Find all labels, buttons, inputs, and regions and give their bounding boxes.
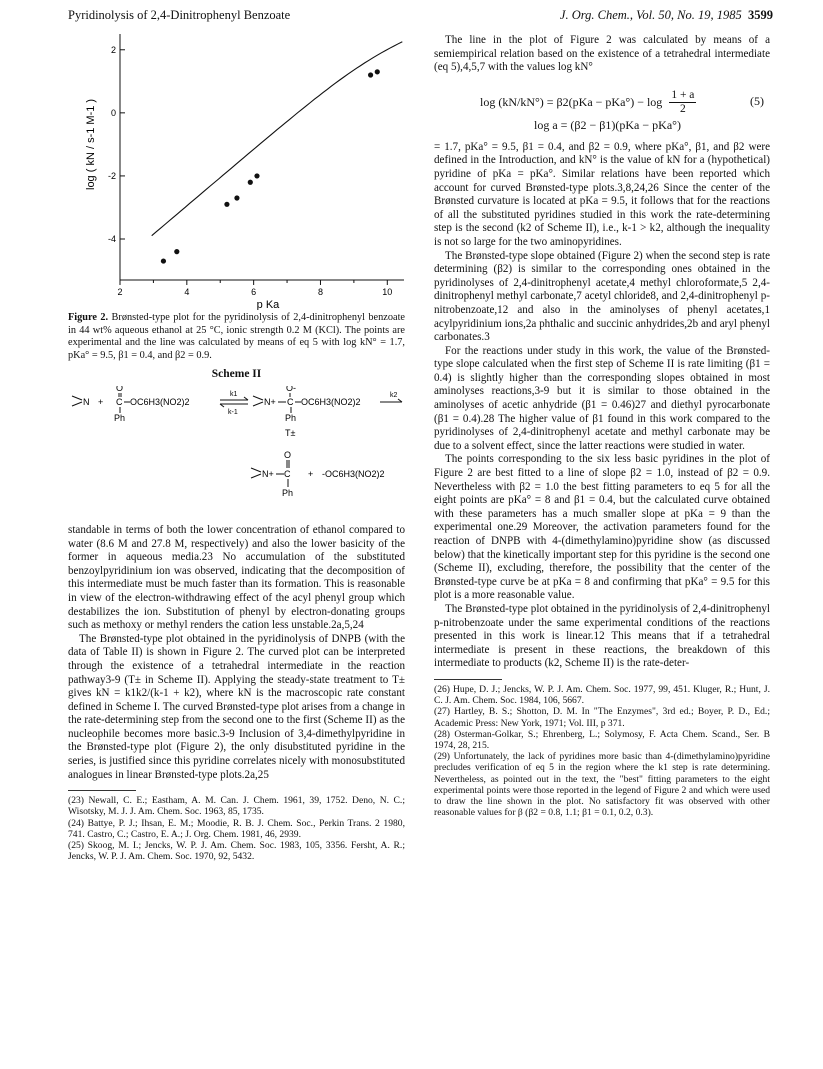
fit-curve xyxy=(152,42,403,236)
scheme-plus-1: + xyxy=(98,396,104,407)
scheme-sub-2: OC6H3(NO2)2 xyxy=(301,396,361,407)
data-point xyxy=(248,180,253,185)
footnote-rule xyxy=(68,790,136,791)
left-column xyxy=(68,34,405,862)
data-point xyxy=(254,173,259,178)
data-point xyxy=(174,249,179,254)
scheme-sub-1: OC6H3(NO2)2 xyxy=(130,396,190,407)
x-tick-label: 4 xyxy=(184,287,190,297)
scheme-n: N xyxy=(83,396,90,407)
y-tick-label: 2 xyxy=(110,44,116,55)
equation-numerator: 1 + a xyxy=(669,89,696,104)
page-number: 3599 xyxy=(748,8,773,22)
scheme-diagram xyxy=(68,386,405,524)
scheme-c-2: C xyxy=(287,396,294,407)
equation-5 xyxy=(434,81,770,137)
y-tick-label: -2 xyxy=(107,170,116,181)
x-tick-label: 8 xyxy=(317,287,323,297)
footnote-29: (29) Unfortunately, the lack of pyridines more basic than 4-(dimethylamino)pyridine precludes verification of eq 5 in the region where the k1 step is rate determining. Nevertheless, as pointed out in the text, the "best" fitting parameters to the eight experimental points were those reported in the legend of Figure 2 and which were used to draw the line shown in the plot. No satisfactory fit was observed with other reasonable values for β (β2 = 0.8, 1.1; β1 = 0.1, 0.2, 0.3). xyxy=(434,751,770,819)
pyridine-bond-2 xyxy=(72,402,82,406)
plot-ticks xyxy=(108,45,392,297)
scheme-c-1: C xyxy=(116,396,123,407)
left-paragraph-1: standable in terms of both the lower concentration of ethanol compared to water (8.6 M and 27.8 M, respectively) and also the lower basicity of the former in aqueous media.23 No accumulation of the substituted benzoylpyridinium ion was observed, indicating that the decomposition of this intermediate must be much faster than its formation. This is reasonable in view of the electron-withdrawing effect of the acyl phenyl group which destabilizes the ion. Substitution of phenyl by electron-donating groups such as methoxy or methyl renders the cation less unstable.2a,5,24 xyxy=(68,523,405,632)
equation-line-2: log a = (β2 − β1)(pKa − pKa°) xyxy=(534,117,681,132)
footnote-23: (23) Newall, C. E.; Eastham, A. M. Can. J. Chem. 1961, 39, 1752. Deno, N. C.; Wisotsky, M. J. J. Am. Chem. Soc. 1963, 85, 1735. xyxy=(68,795,405,818)
x-axis-label: p Ka xyxy=(256,299,280,310)
y-axis-label: log ( kN / s-1 M-1 ) xyxy=(85,98,97,190)
right-paragraph-5: The Brønsted-type plot obtained in the pyridinolysis of 2,4-dinitrophenyl p-nitrobenzoate under the same experimental conditions of the reactions presented in this work is linear.12 This means that if a tetrahedral intermediate is present in these reactions, the breakdown of this intermediate to products (k2, Scheme II) is the rate-deter- xyxy=(434,602,770,670)
data-point xyxy=(375,69,380,74)
scheme-c-3: C xyxy=(284,468,291,479)
equation-fraction xyxy=(669,89,696,117)
pyridine-bond-5 xyxy=(251,468,261,472)
scheme-ph-1: Ph xyxy=(114,412,126,423)
footnote-28: (28) Osterman-Golkar, S.; Ehrenberg, L.; Solymosy, F. Acta Chem. Scand., Ser. B 1974, 28, 215. xyxy=(434,728,770,751)
scheme-ph-3: Ph xyxy=(282,487,294,498)
footnote-24: (24) Battye, P. J.; Ihsan, E. M.; Moodie, R. B. J. Chem. Soc., Perkin Trans. 2 1980, 741. Castro, C.; Castro, E. A.; J. Org. Chem. 1981, 46, 2939. xyxy=(68,817,405,840)
scheme-plus-2: + xyxy=(308,468,314,479)
data-point xyxy=(161,258,166,263)
scheme-o-minus: O- xyxy=(286,385,296,393)
scheme-n-plus-2: N+ xyxy=(262,468,274,479)
footnote-27: (27) Hartley, B. S.; Shotton, D. M. In "The Enzymes", 3rd ed.; Boyer, P. D., Ed.; Academic Press: New York, 1971; Vol. III, p 371. xyxy=(434,706,770,729)
footnote-26: (26) Hupe, D. J.; Jencks, W. P. J. Am. Chem. Soc. 1977, 99, 451. Kluger, R.; Hunt, J. C. J. Am. Chem. Soc. 1984, 106, 5667. xyxy=(434,683,770,707)
x-tick-label: 6 xyxy=(251,287,257,297)
scheme-ph-2: Ph xyxy=(285,412,297,423)
figure-2-plot xyxy=(68,34,405,310)
scheme-k1: k1 xyxy=(230,390,238,398)
right-intro: The line in the plot of Figure 2 was calculated by means of a semiempirical relation based on the existence of a tetrahedral intermediate (eq 5),4,5,7 with the values log kN° xyxy=(434,34,770,74)
scheme-o-2: O xyxy=(284,449,292,460)
running-header-journal xyxy=(560,8,773,23)
data-point xyxy=(224,202,229,207)
scheme-n-plus-1: N+ xyxy=(264,396,276,407)
journal-citation: J. Org. Chem., Vol. 50, No. 19, 1985 xyxy=(559,8,742,22)
scheme-k2: k2 xyxy=(390,391,398,399)
y-tick-label: -4 xyxy=(107,234,116,244)
equation-denominator: 2 xyxy=(679,103,686,116)
right-paragraph-3: For the reactions under study in this work, the value of the Brønsted-type slope calculated when the first step of Scheme II is rate limiting (β1 = 0.4) is slightly higher than the corresponding slopes obtained in most aminolyses reactions,3-9 but it is similar to those obtained in the aminolyses of acetic anhydride (β1 = 0.46)27 and diethyl pyrocarbonate (β1 = 0.4).28 The higher value of β1 found in this work compared to the pyridinolyses of 2,4-dinitrophenyl acetate and methyl carbonate may be due to a solvent effect, since the latter reactions were studied in water. xyxy=(434,344,770,452)
x-tick-label: 10 xyxy=(382,287,393,297)
scheme-intermediate-label: T± xyxy=(285,427,296,438)
pyridine-bond-3 xyxy=(253,396,263,400)
x-tick-label: 2 xyxy=(117,287,123,297)
data-point xyxy=(368,72,373,77)
right-paragraph-4: The points corresponding to the six less basic pyridines in the plot of Figure 2 are best fitted to a line of slope β2 = 1.0, instead of β2 = 0.9. Nevertheless with β2 = 1.0 the best fitting parameters to eq 5 for all the eight points are pKa° = 8 and β1 = 0.4, but the calculated curve obtained with these parameters has a much smaller slope at pKa = 9 than the experimental one.29 Moreover, the activation parameters found for the reaction of DNPB with 4-(dimethylamino)pyridine show (as discussed below) that the kinetically important step for this pyridine is the second one (Scheme II), excluding, therefore, the possibility that the center of the Brønsted-type curve be at pKa = 8 and confirming that pKa° = 9.5 for this plot is a more reasonable value. xyxy=(434,453,770,602)
footnote-rule-right xyxy=(434,679,502,680)
equation-line-1 xyxy=(480,89,696,117)
scheme-k-1: k-1 xyxy=(228,408,238,416)
pyridine-bond-6 xyxy=(251,474,261,478)
footnote-25: (25) Skoog, M. I.; Jencks, W. P. J. Am. Chem. Soc. 1983, 105, 3356. Fersht, A. R.; Jencks, W. P. J. Am. Chem. Soc. 1970, 92, 5432. xyxy=(68,840,405,863)
plot-axes xyxy=(120,34,404,280)
equation-line-1-text: log (kN/kN°) = β2(pKa − pKa°) − log xyxy=(480,94,663,109)
pyridine-bond-4 xyxy=(253,402,263,406)
data-points xyxy=(161,69,380,263)
right-paragraph-2: The Brønsted-type slope obtained (Figure 2) when the second step is rate determining (β2) is similar to the corresponding ones obtained in the pyridinolyses of 2,4-dinitrophenyl acetate,4 methyl chloroformate,5 2,4-dinitrophenyl methyl carbonate,7 acetyl chloride8, and 2,4-dinitrophenyl p-nitrobenzoate,12 and also in the aminolyses of phenyl acetates,1 acylpyridinium ions,2a phthalic and succinic anhydrides,2b and aryl phenyl carbonates.3 xyxy=(434,249,770,344)
scheme-o-1: O xyxy=(116,385,124,393)
figure-caption-text: Brønsted-type plot for the pyridinolysis of 2,4-dinitrophenyl benzoate in 44 wt% aqueous ethanol at 25 °C, ionic strength 0.2 M (KCl). The points are experimental and the line was calculated by means of eq 5 with log kN° = 1.7, pKa° = 9.5, β1 = 0.4, and β2 = 0.9. xyxy=(68,312,405,361)
y-tick-label: 0 xyxy=(110,107,116,118)
equation-number: (5) xyxy=(750,93,764,108)
figure-caption xyxy=(68,312,405,362)
right-column xyxy=(434,34,770,818)
scheme-title: Scheme II xyxy=(211,368,262,381)
right-paragraph-1: = 1.7, pKa° = 9.5, β1 = 0.4, and β2 = 0.9, where pKa°, β1, and β2 were defined in the Introduction, and kN° is the value of kN for a (hypothetical) pyridine of pKa = pKa°. Similar relations have been reported which account for curved Brønsted-type plots.3,8,24,26 Since the center of the Brønsted curvature is located at pKa = 9.5, it follows that for the reactions of all the substituted pyridines studied in this work the rate-determining step is the second (k2 of Scheme II), i.e., k-1 > k2, although the inequality is not so large for the two aminopyridines. xyxy=(434,140,770,248)
running-header-title: Pyridinolysis of 2,4-Dinitrophenyl Benzoate xyxy=(68,8,291,22)
figure-caption-label: Figure 2. xyxy=(68,312,109,323)
left-paragraph-2: The Brønsted-type plot obtained in the pyridinolysis of DNPB (with the data of Table II) is shown in Figure 2. The curved plot can be interpreted through the existence of a tetrahedral intermediate in the reaction pathway3-9 (T± in Scheme II). Applying the steady-state treatment to T± gives kN = k1k2/(k-1 + k2), where kN is the macroscopic rate constant defined in Scheme I. The curved Brønsted-type plot arises from a change in the rate-determining step from the second one to the first (Scheme II) as the nucleophile becomes more basic.3-9 Inclusion of 3,4-dimethylpyridine in the Brønsted-type plot (Figure 2), the only disubstituted pyridine in the series, is justified since this pyridine correlates nicely with monosubstituted analogues in linear Brønsted-type plots.2a,25 xyxy=(68,632,405,781)
data-point xyxy=(234,195,239,200)
pyridine-bond-1 xyxy=(72,396,82,400)
scheme-leaving-group: -OC6H3(NO2)2 xyxy=(322,468,385,479)
